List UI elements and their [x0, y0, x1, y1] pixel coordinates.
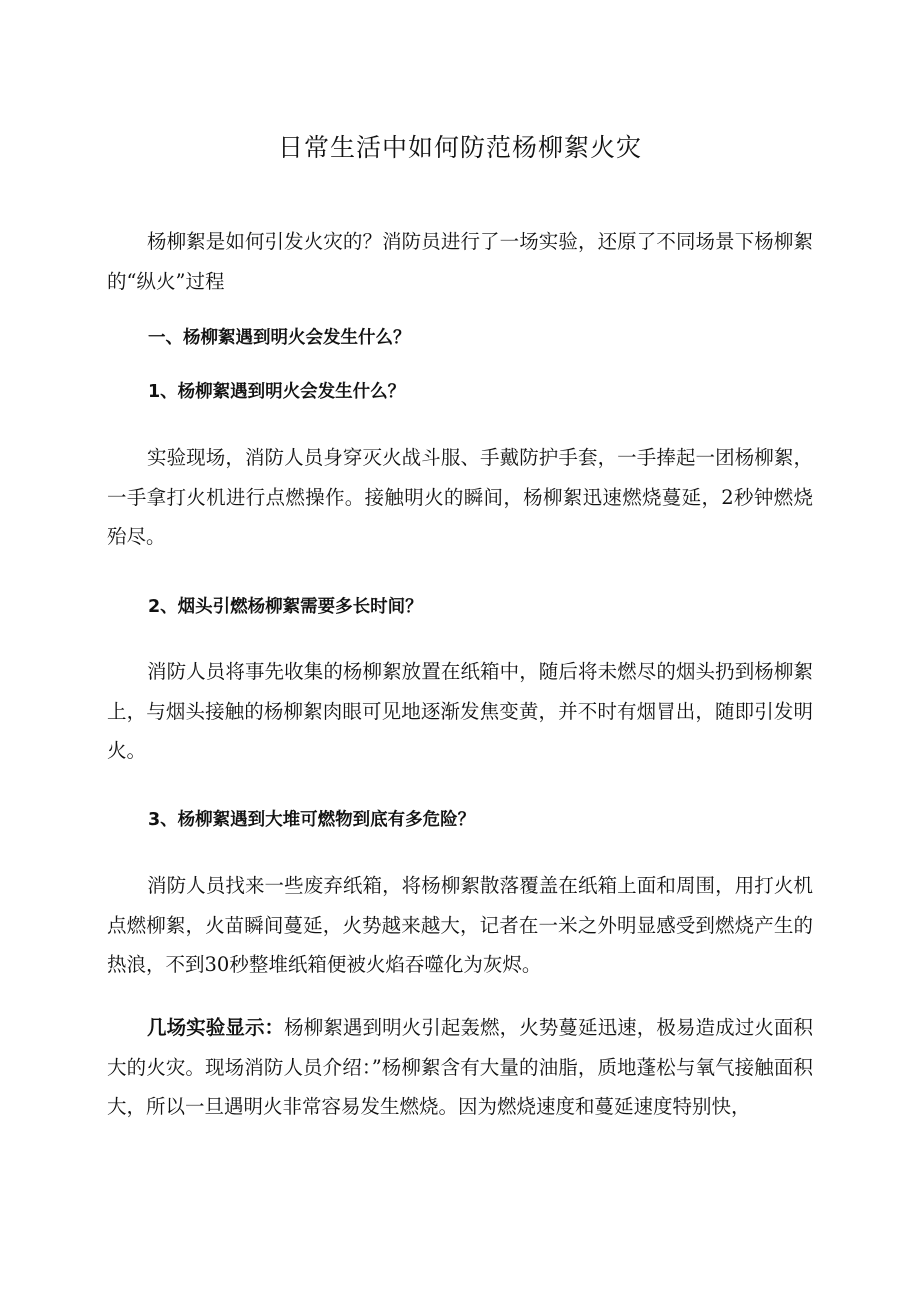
summary-lead: 几场实验显示： [147, 1016, 285, 1039]
question-1-paragraph: 实验现场，消防人员身穿灭火战斗服、手戴防护手套，一手捧起一团杨柳絮，一手拿打火机进行点燃操作。接触明火的瞬间，杨柳絮迅速燃烧蔓延，2秒钟燃烧殆尽。 [107, 446, 813, 548]
question-2-heading: 2、烟头引燃杨柳絮需要多长时间？ [148, 597, 423, 617]
summary-body: 杨柳絮遇到明火引起轰燃，火势蔓延迅速，极易造成过火面积大的火灾。现场消防人员介绍：”杨柳絮含有大量的油脂，质地蓬松与氧气接触面积大，所以一旦遇明火非常容易发生燃烧。因为燃烧速度和蔓延速度特别快， [107, 1016, 813, 1118]
question-1-heading: 1、杨柳絮遇到明火会发生什么？ [148, 382, 406, 402]
intro-paragraph: 杨柳絮是如何引发火灾的？消防员进行了一场实验，还原了不同场景下杨柳絮的“纵火”过程 [107, 230, 813, 293]
question-3-heading: 3、杨柳絮遇到大堆可燃物到底有多危险？ [148, 810, 476, 830]
summary-paragraph [107, 1008, 813, 1127]
question-2-paragraph: 消防人员将事先收集的杨柳絮放置在纸箱中，随后将未燃尽的烟头扔到杨柳絮上，与烟头接触的杨柳絮肉眼可见地逐渐发焦变黄，并不时有烟冒出，随即引发明火。 [107, 660, 813, 762]
document-title: 日常生活中如何防范杨柳絮火灾 [277, 133, 642, 162]
section-heading: 一、杨柳絮遇到明火会发生什么？ [148, 328, 411, 348]
question-3-paragraph: 消防人员找来一些废弃纸箱，将杨柳絮散落覆盖在纸箱上面和周围，用打火机点燃柳絮，火苗瞬间蔓延，火势越来越大，记者在一米之外明显感受到燃烧产生的热浪，不到30秒整堆纸箱便被火焰吞噬化为灰烬。 [107, 874, 813, 976]
